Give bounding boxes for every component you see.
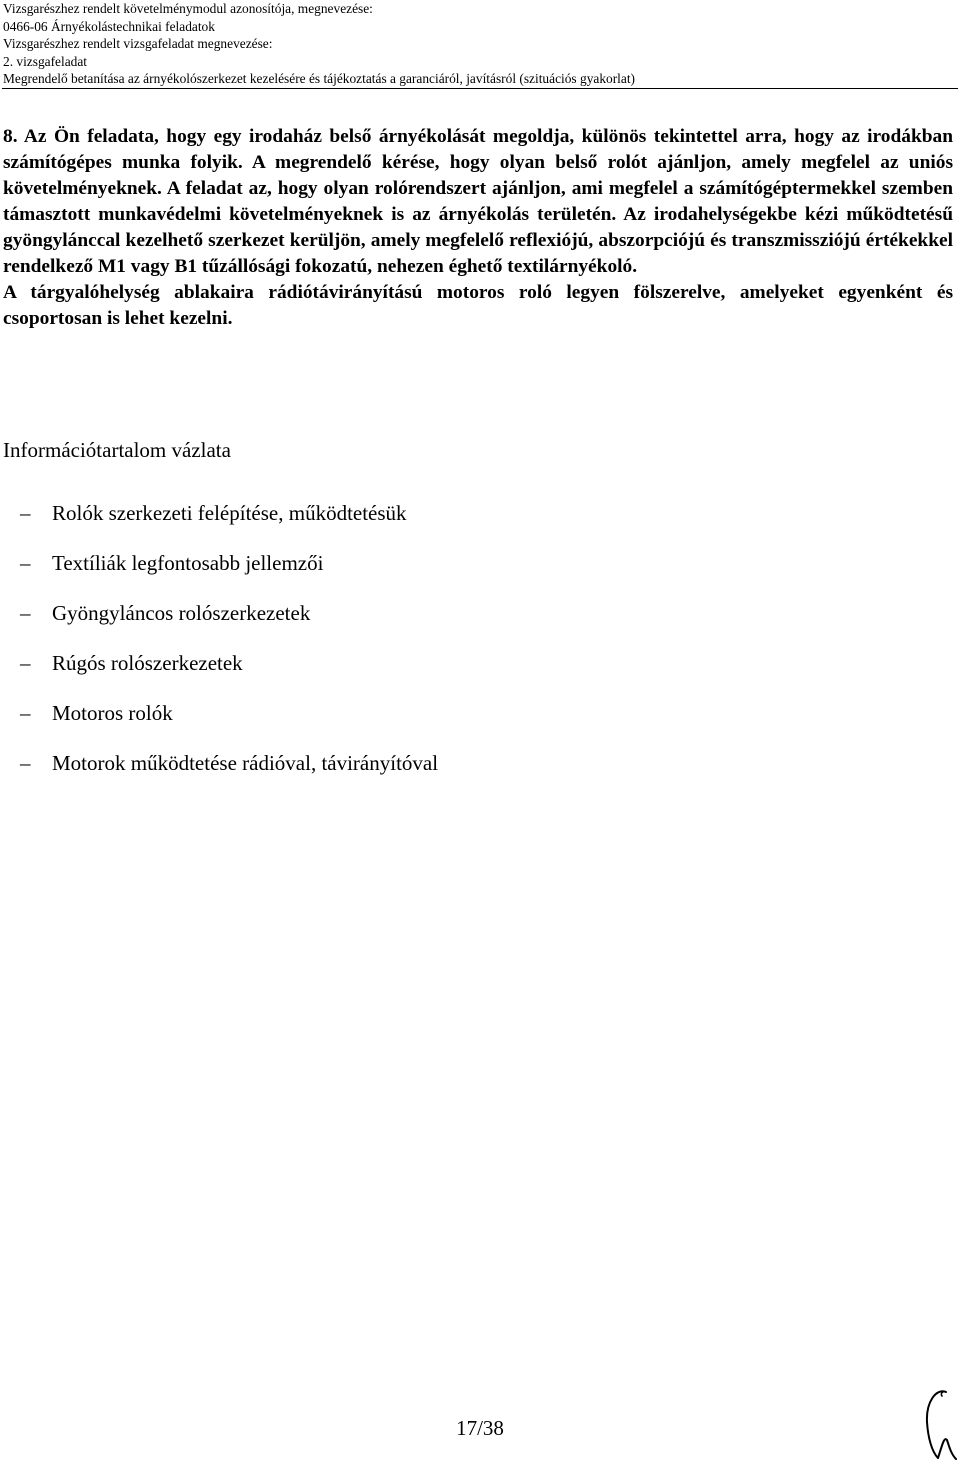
- document-header: [3, 0, 953, 88]
- dash-bullet-icon: –: [20, 751, 31, 775]
- outline-item-label: Rúgós rolószerkezetek: [52, 651, 243, 675]
- outline-item: [20, 699, 438, 749]
- dash-bullet-icon: –: [20, 701, 31, 725]
- header-module-name: 0466-06 Árnyékolástechnikai feladatok: [3, 18, 215, 34]
- handwritten-signature: [918, 1386, 960, 1462]
- dash-bullet-icon: –: [20, 501, 31, 525]
- dash-bullet-icon: –: [20, 651, 31, 675]
- outline-item: [20, 499, 438, 549]
- outline-item-label: Gyöngyláncos rolószerkezetek: [52, 601, 311, 625]
- header-exam-task-number: 2. vizsgafeladat: [3, 53, 88, 69]
- outline-item-label: Motorok működtetése rádióval, távirányítóval: [52, 751, 439, 775]
- outline-item: [20, 649, 438, 699]
- outline-item: [20, 749, 438, 799]
- task-paragraph-main: 8. Az Ön feladata, hogy egy irodaház belső árnyékolását megoldja, különös tekintettel arra, hogy az irodákban számítógépes munka folyik. A megrendelő kérése, hogy olyan belső rolót ajánljon, amely megfelel az uniós követelményeknek. A feladat az, hogy olyan rolórendszert ajánljon, ami megfelel a számítógéptermekkel szemben támasztott munkavédelmi követelményeknek is az árnyékolás területén. Az irodahelységekbe kézi működtetésű gyöngylánccal kezelhető szerkezet kerüljön, amely megfelelő reflexiójú, abszorpciójú és transzmissziójú értékekkel rendelkező M1 vagy B1 tűzállósági fokozatú, nehezen éghető textilárnyékoló.: [3, 126, 953, 277]
- outline-item: [20, 549, 438, 599]
- header-exam-task-name: Megrendelő betanítása az árnyékolószerkezet kezelésére és tájékoztatás a garanciáról, javításról (szituációs gyakorlat): [3, 71, 636, 87]
- dash-bullet-icon: –: [20, 551, 31, 575]
- page-number: 17/38: [456, 1416, 504, 1440]
- outline-list: [20, 499, 438, 799]
- outline-item: [20, 599, 438, 649]
- outline-item-label: Textíliák legfontosabb jellemzői: [52, 551, 324, 575]
- outline-title: Információtartalom vázlata: [3, 438, 231, 462]
- task-description: [3, 124, 953, 332]
- header-exam-task-label: Vizsgarészhez rendelt vizsgafeladat megnevezése:: [3, 36, 273, 52]
- header-divider: [2, 88, 958, 89]
- outline-item-label: Rolók szerkezeti felépítése, működtetésük: [52, 501, 407, 525]
- dash-bullet-icon: –: [20, 601, 31, 625]
- header-module-label: Vizsgarészhez rendelt követelménymodul azonosítója, megnevezése:: [3, 1, 373, 16]
- task-paragraph-meeting-room: A tárgyalóhelység ablakaira rádiótávirányítású motoros roló legyen fölszerelve, amelyeket egyenként és csoportosan is lehet kezelni.: [3, 282, 953, 329]
- outline-item-label: Motoros rolók: [52, 701, 173, 725]
